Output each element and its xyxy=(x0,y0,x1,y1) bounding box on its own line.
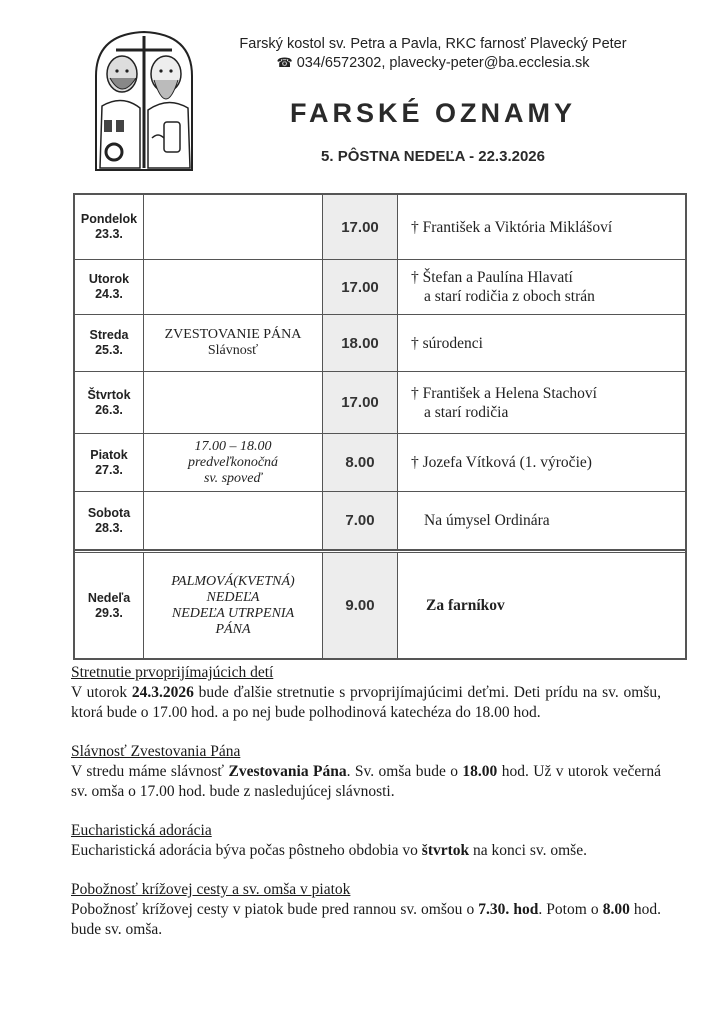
mass-time: 7.00 xyxy=(345,512,375,529)
schedule-row xyxy=(75,260,685,315)
day-date: 27.3. xyxy=(95,462,123,477)
text-segment: . Potom o xyxy=(538,901,603,918)
saints-peter-and-paul-logo xyxy=(92,28,196,172)
notice xyxy=(71,880,661,940)
day-date: 29.3. xyxy=(95,605,123,620)
time-cell xyxy=(323,553,398,658)
intention-cell xyxy=(398,492,685,549)
day-date: 28.3. xyxy=(95,520,123,535)
notice xyxy=(71,821,661,861)
intention-cell xyxy=(398,434,685,491)
telephone-icon: ☎ xyxy=(276,55,293,70)
intention-cell xyxy=(398,372,685,433)
notice-heading: Eucharistická adorácia xyxy=(71,822,212,839)
mass-time: 18.00 xyxy=(341,334,379,352)
notice xyxy=(71,742,661,802)
event-line: PALMOVÁ(KVETNÁ) xyxy=(171,573,295,589)
notice-body xyxy=(71,841,661,861)
intention-line: † Štefan a Paulína Hlavatí xyxy=(411,269,573,286)
time-cell xyxy=(323,315,398,371)
intention-cell xyxy=(398,553,685,658)
text-segment: hod. Už v utorok večerná sv. omša o 17.00 hod. bude z nasledujúcej slávnosti. xyxy=(71,763,661,800)
text-segment: V stredu máme slávnosť xyxy=(71,763,229,780)
mass-time: 9.00 xyxy=(345,597,375,614)
mass-time: 17.00 xyxy=(341,394,379,411)
event-cell xyxy=(144,553,323,658)
schedule-row xyxy=(75,434,685,492)
text-segment: V utorok xyxy=(71,684,132,701)
day-date: 26.3. xyxy=(95,402,123,417)
contact-text: 034/6572302, plavecky-peter@ba.ecclesia.sk xyxy=(296,55,590,71)
text-segment: bude ďalšie stretnutie s prvoprijímajúcimi deťmi. Deti prídu na sv. omšu, ktorá bude o 17.00 hod. a po nej bude polhodinová katechéza do 18.00 hod. xyxy=(71,684,662,721)
notice-heading: Stretnutie prvoprijímajúcich detí xyxy=(71,664,274,681)
parish-name: Farský kostol sv. Petra a Pavla, RKC farnosť Plavecký Peter xyxy=(239,36,627,52)
intention-line: a starí rodičia xyxy=(424,403,509,421)
event-cell xyxy=(144,195,323,259)
day-name: Streda xyxy=(89,328,129,342)
mass-schedule-table xyxy=(73,193,687,660)
text-segment: . Sv. omša bude o xyxy=(346,763,463,780)
mass-time: 17.00 xyxy=(341,278,379,296)
intention-line: † František a Viktória Miklášoví xyxy=(411,218,613,236)
page-title: FARSKÉ OZNAMY xyxy=(289,98,576,128)
day-name: Pondelok xyxy=(80,212,138,226)
text-segment: Pobožnosť krížovej cesty v piatok bude pred rannou sv. omšou o xyxy=(71,901,479,918)
day-cell xyxy=(75,260,144,314)
contact-info xyxy=(213,55,653,71)
time-cell xyxy=(323,195,398,259)
day-date: 25.3. xyxy=(95,343,123,357)
day-name: Utorok xyxy=(88,272,130,286)
event-line: ZVESTOVANIE PÁNA xyxy=(164,327,302,342)
intention-line: Na úmysel Ordinára xyxy=(424,512,550,529)
day-name: Sobota xyxy=(87,505,131,520)
intention-cell xyxy=(398,315,685,371)
event-cell xyxy=(144,260,323,314)
emphasis: 7.30. hod xyxy=(478,901,539,918)
emphasis: 8.00 xyxy=(602,901,630,918)
time-cell xyxy=(323,492,398,549)
day-name: Nedeľa xyxy=(87,590,131,605)
event-line: NEDEĽA UTRPENIA xyxy=(171,605,295,621)
intention-line: Za farníkov xyxy=(426,597,505,614)
event-line: predveľkonočná xyxy=(187,454,279,470)
intention-line: † súrodenci xyxy=(411,334,483,352)
day-cell xyxy=(75,315,144,371)
day-cell xyxy=(75,553,144,658)
day-date: 24.3. xyxy=(95,287,123,301)
notice-heading: Pobožnosť krížovej cesty a sv. omša v piatok xyxy=(71,881,351,898)
event-line: sv. spoveď xyxy=(203,470,263,486)
emphasis: štvrtok xyxy=(421,842,470,859)
page-subtitle: 5. PÔSTNA NEDEĽA - 22.3.2026 xyxy=(321,148,545,165)
event-line: 17.00 – 18.00 xyxy=(194,438,272,454)
day-cell xyxy=(75,195,144,259)
mass-time: 17.00 xyxy=(341,218,379,236)
day-cell xyxy=(75,372,144,433)
day-name: Piatok xyxy=(90,447,128,462)
day-date: 23.3. xyxy=(95,227,123,241)
day-name: Štvrtok xyxy=(87,387,131,402)
schedule-row xyxy=(75,195,685,260)
intention-cell xyxy=(398,260,685,314)
event-cell xyxy=(144,372,323,433)
event-cell xyxy=(144,434,323,491)
day-cell xyxy=(75,492,144,549)
schedule-row xyxy=(75,372,685,434)
emphasis: Zvestovania Pána xyxy=(228,763,347,780)
mass-time: 8.00 xyxy=(345,454,375,471)
notice-body xyxy=(71,762,661,802)
schedule-row xyxy=(75,492,685,550)
intention-line: † Jozefa Vítková (1. výročie) xyxy=(411,454,592,471)
event-cell xyxy=(144,315,323,371)
text-segment: na konci sv. omše. xyxy=(469,842,587,859)
event-line: PÁNA xyxy=(215,621,251,637)
notice xyxy=(71,663,661,723)
time-cell xyxy=(323,372,398,433)
intention-cell xyxy=(398,195,685,259)
notice-body xyxy=(71,683,661,723)
schedule-row xyxy=(75,550,685,658)
notice-heading: Slávnosť Zvestovania Pána xyxy=(71,743,241,760)
time-cell xyxy=(323,434,398,491)
text-segment: Eucharistická adorácia býva počas pôstneho obdobia vo xyxy=(71,842,422,859)
intention-line: † František a Helena Stachoví xyxy=(411,384,597,402)
text-segment: hod. bude sv. omša. xyxy=(71,901,662,938)
announcements xyxy=(71,663,661,959)
intention-line: a starí rodičia z oboch strán xyxy=(424,288,595,305)
event-line: NEDEĽA xyxy=(206,589,260,605)
day-cell xyxy=(75,434,144,491)
event-line: Slávnosť xyxy=(207,343,259,358)
schedule-row xyxy=(75,315,685,372)
emphasis: 18.00 xyxy=(462,763,498,780)
event-cell xyxy=(144,492,323,549)
time-cell xyxy=(323,260,398,314)
notice-body xyxy=(71,900,661,940)
emphasis: 24.3.2026 xyxy=(131,684,194,701)
